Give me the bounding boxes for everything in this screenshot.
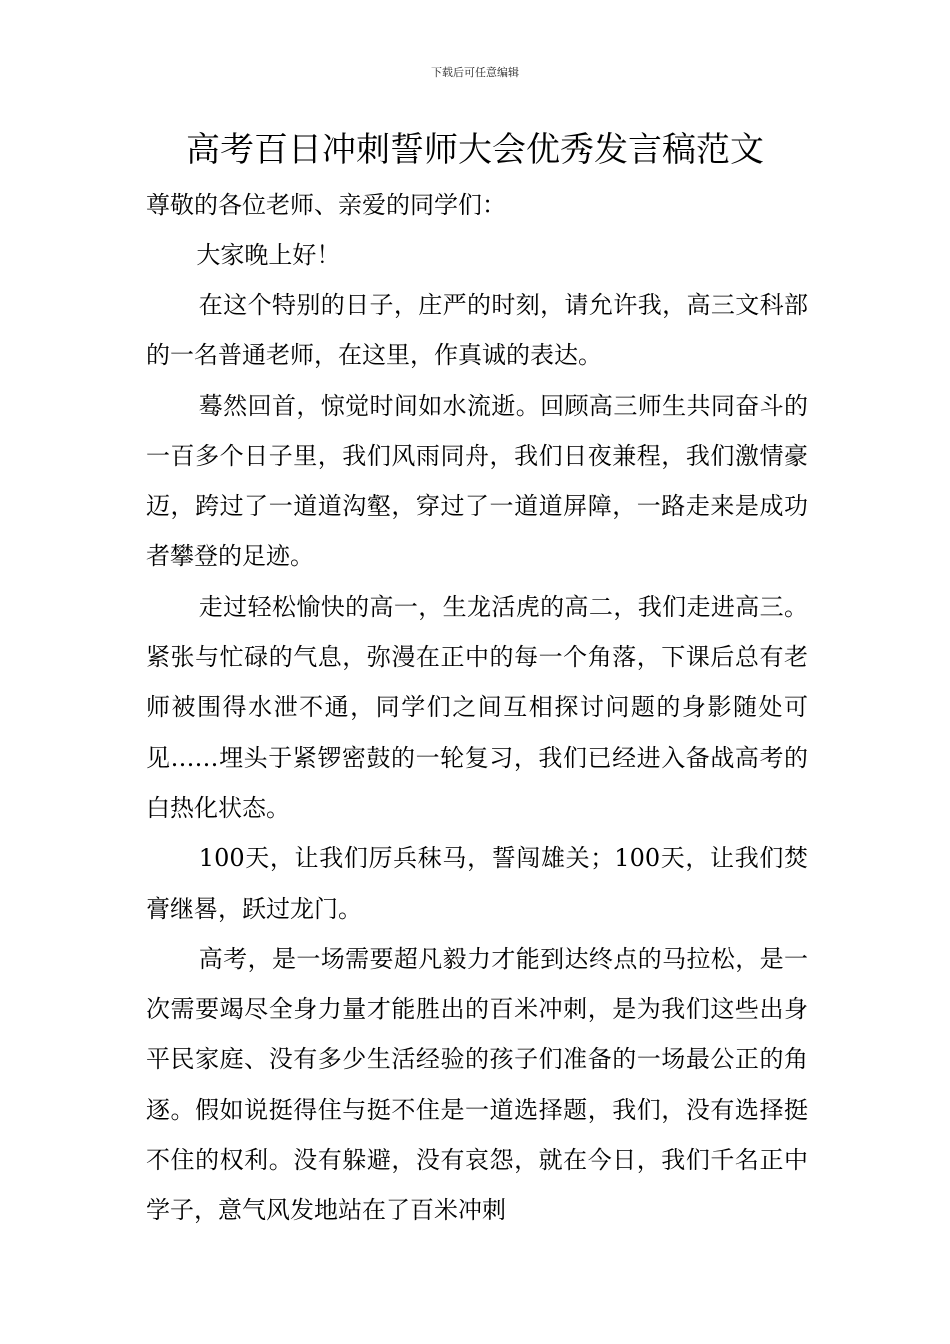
paragraph-gaokao: 高考，是一场需要超凡毅力才能到达终点的马拉松，是一次需要竭尽全身力量才能胜出的百米冲刺，是为我们这些出身平民家庭、没有多少生活经验的孩子们准备的一场最公正的角逐。假如说挺得住与挺不住是一道选择题，我们，没有选择挺不住的权利。没有躲避，没有哀怨，就在今日，我们千名正中学子，意气风发地站在了百米冲刺 [146,944,808,1225]
paragraph-greeting: 大家晚上好！ [196,241,341,269]
document-title: 高考百日冲刺誓师大会优秀发言稿范文 [186,130,764,170]
paragraph-review: 蓦然回首，惊觉时间如水流逝。回顾高三师生共同奋斗的一百多个日子里，我们风雨同舟，我们日夜兼程，我们激情豪迈，跨过了一道道沟壑，穿过了一道道屏障，一路走来是成功者攀登的足迹。 [146,391,808,571]
header-note: 下载后可任意编辑 [431,66,519,79]
paragraph-100-days: 100天，让我们厉兵秣马，誓闯雄关；100天，让我们焚膏继晷，跃过龙门。 [146,844,808,923]
salutation: 尊敬的各位老师、亲爱的同学们： [146,191,506,219]
paragraph-senior-year: 走过轻松愉快的高一，生龙活虎的高二，我们走进高三。紧张与忙碌的气息，弥漫在正中的每一个角落，下课后总有老师被围得水泄不通，同学们之间互相探讨问题的身影随处可见……埋头于紧锣密鼓的一轮复习，我们已经进入备战高考的白热化状态。 [146,592,808,822]
paragraph-intro: 在这个特别的日子，庄严的时刻，请允许我，高三文科部的一名普通老师，在这里，作真诚的表达。 [146,291,808,370]
document-body [146,180,808,1236]
